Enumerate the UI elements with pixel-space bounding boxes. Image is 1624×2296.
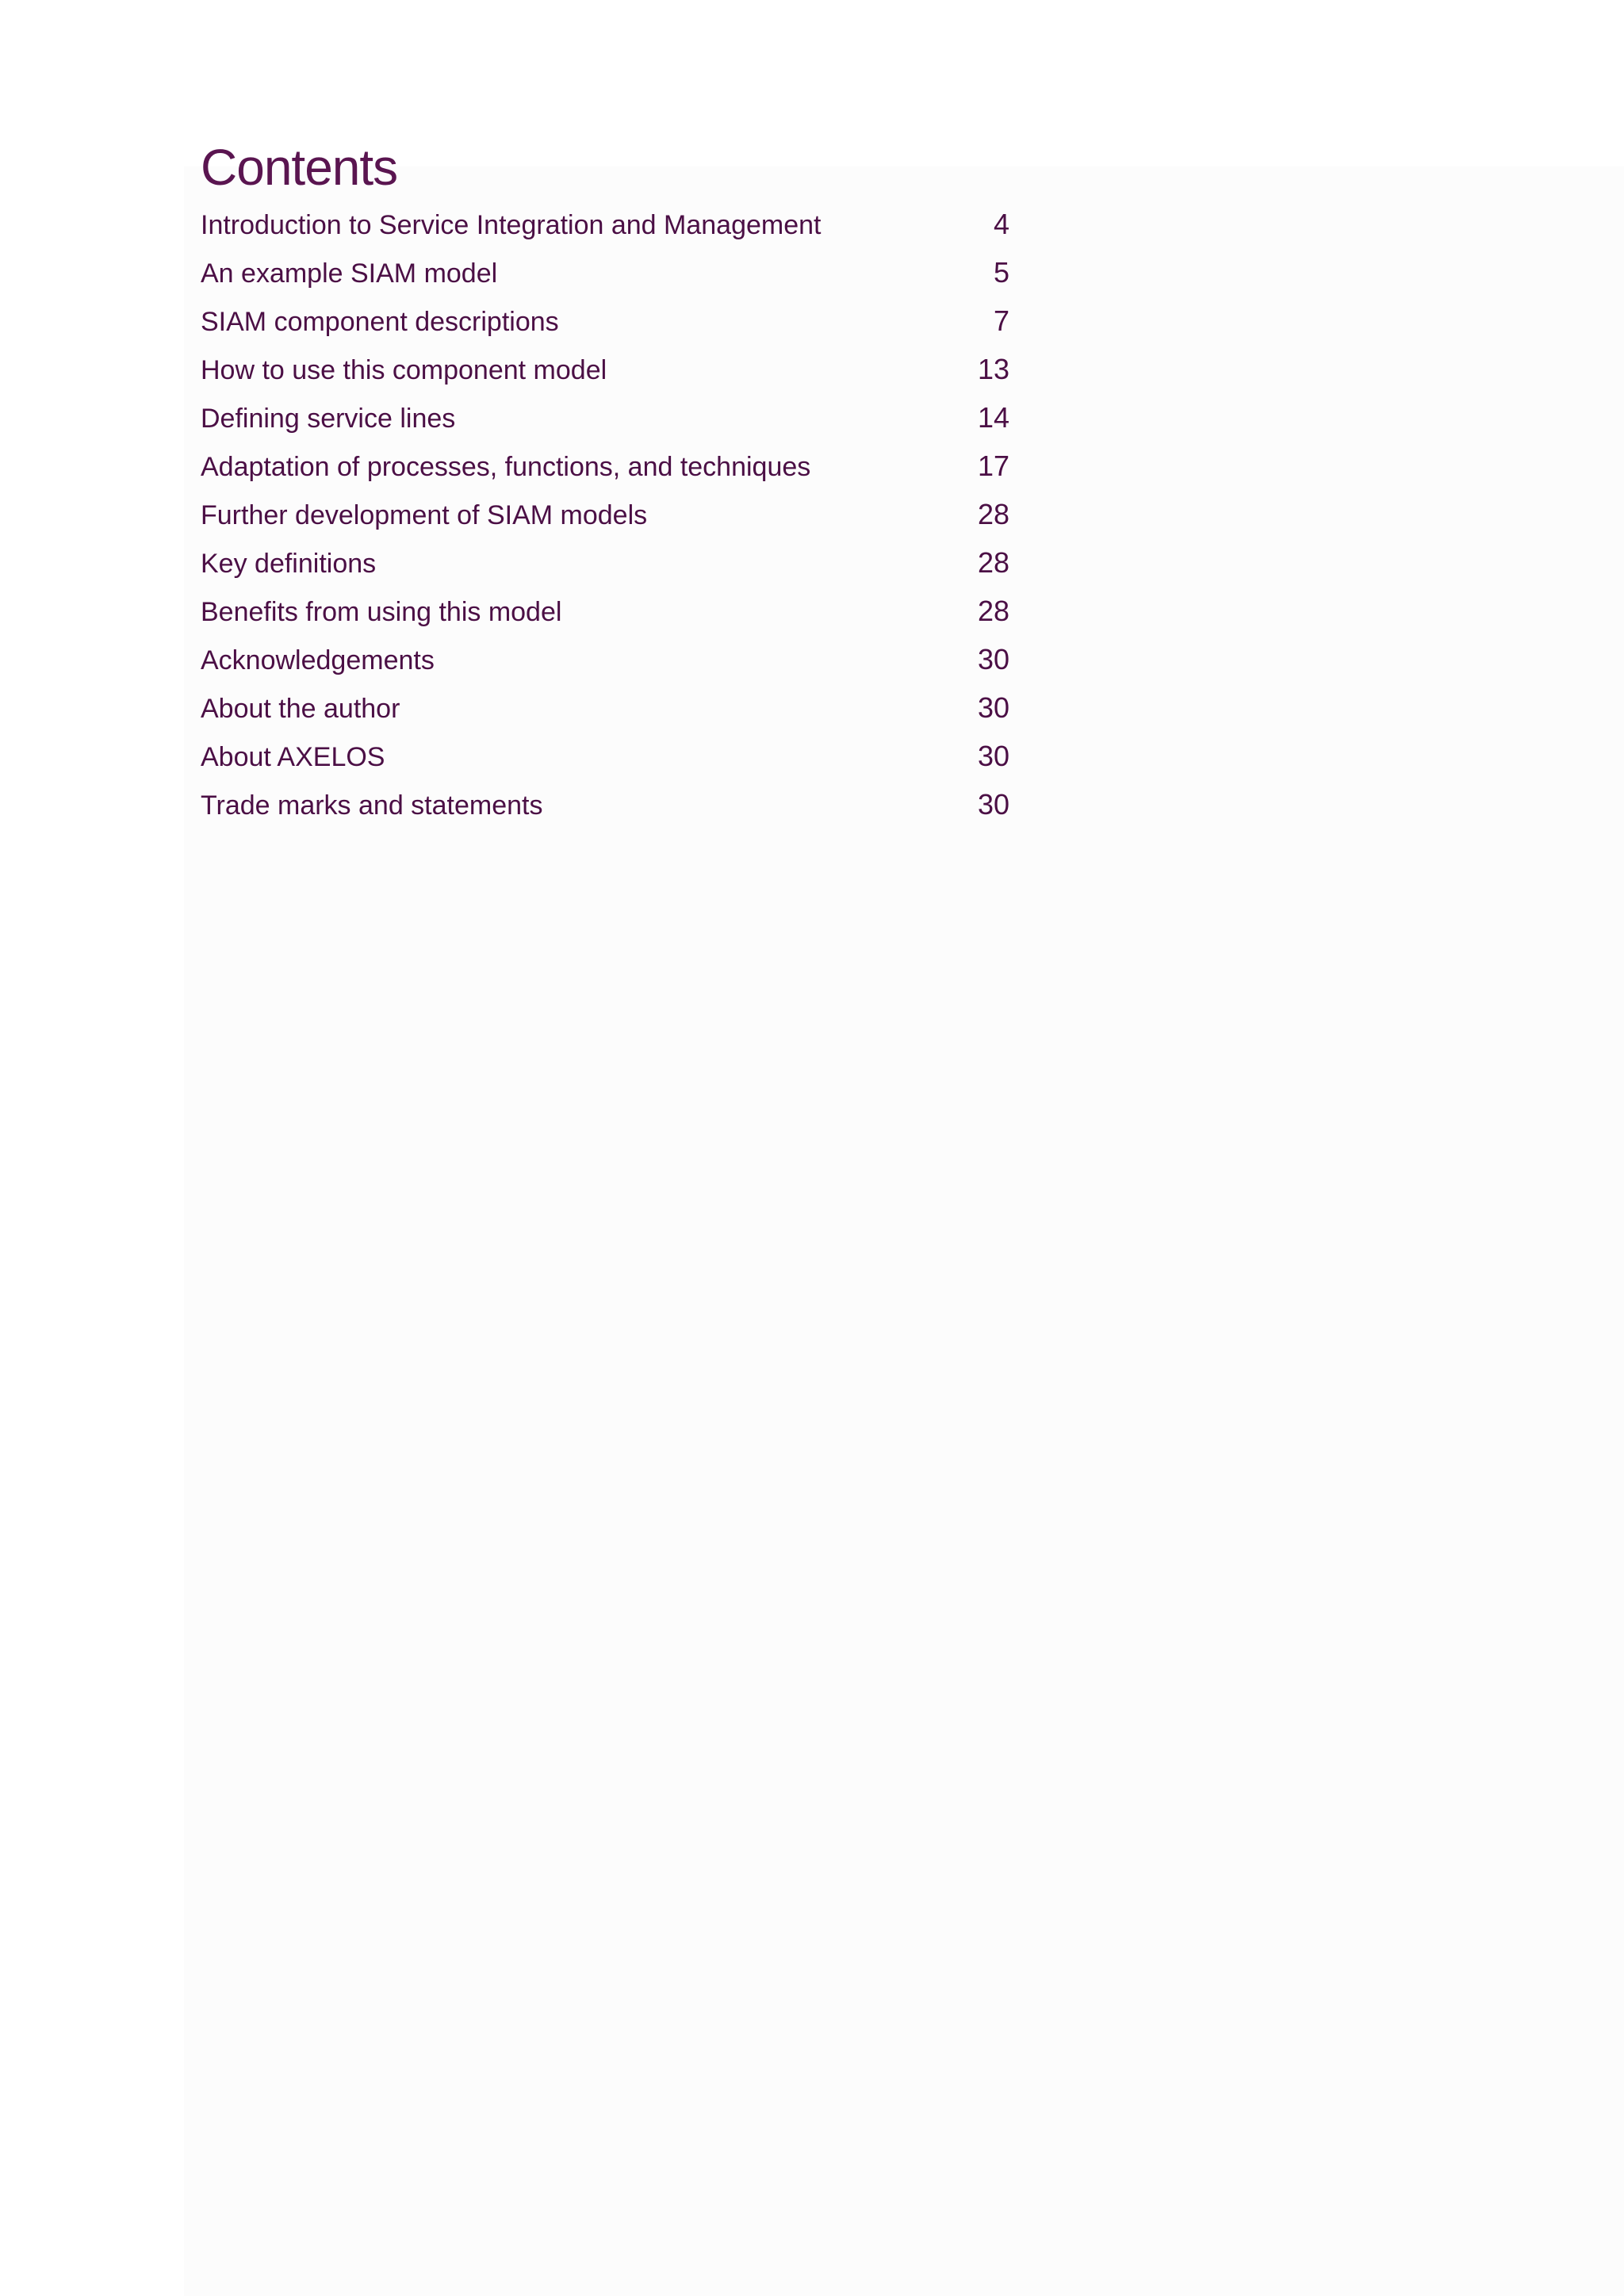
toc-entry[interactable] [201,345,1009,393]
table-of-contents [201,135,1009,828]
toc-entry-title: Trade marks and statements [201,790,543,821]
toc-entry-page-number: 5 [993,256,1009,289]
toc-entry[interactable] [201,200,1009,248]
toc-entry-title: Adaptation of processes, functions, and techniques [201,452,811,482]
toc-entry-page-number: 28 [977,546,1009,579]
toc-entry[interactable] [201,490,1009,538]
toc-entry-page-number: 14 [977,401,1009,434]
toc-entry[interactable] [201,587,1009,635]
toc-entry[interactable] [201,780,1009,828]
toc-entry[interactable] [201,442,1009,490]
toc-entry-page-number: 30 [977,788,1009,821]
toc-entry-title: Further development of SIAM models [201,500,648,530]
toc-entry-title: Introduction to Service Integration and Management [201,210,822,240]
toc-entry[interactable] [201,683,1009,732]
toc-entry-title: About the author [201,694,400,724]
toc-entry-page-number: 28 [977,498,1009,530]
toc-entry[interactable] [201,297,1009,345]
toc-entry-title: Defining service lines [201,404,456,434]
toc-entry-title: Benefits from using this model [201,597,562,627]
toc-entry-title: How to use this component model [201,355,607,385]
toc-entry-page-number: 30 [977,643,1009,675]
toc-entry-page-number: 30 [977,691,1009,724]
page-title: Contents [201,139,398,196]
toc-entry[interactable] [201,393,1009,442]
toc-entry-title: An example SIAM model [201,258,498,289]
toc-entry-page-number: 28 [977,595,1009,627]
toc-entry-page-number: 13 [977,353,1009,385]
toc-entry-title: Acknowledgements [201,645,435,675]
toc-entry-page-number: 4 [993,208,1009,240]
toc-entry[interactable] [201,635,1009,683]
toc-entry-page-number: 7 [993,304,1009,337]
toc-entry-title: SIAM component descriptions [201,307,559,337]
toc-entry-title: Key definitions [201,549,377,579]
toc-entry[interactable] [201,538,1009,587]
toc-entry[interactable] [201,732,1009,780]
toc-entry-page-number: 30 [977,740,1009,772]
toc-list [201,200,1009,828]
toc-entry-page-number: 17 [977,450,1009,482]
toc-entry-title: About AXELOS [201,742,385,772]
toc-entry[interactable] [201,248,1009,297]
